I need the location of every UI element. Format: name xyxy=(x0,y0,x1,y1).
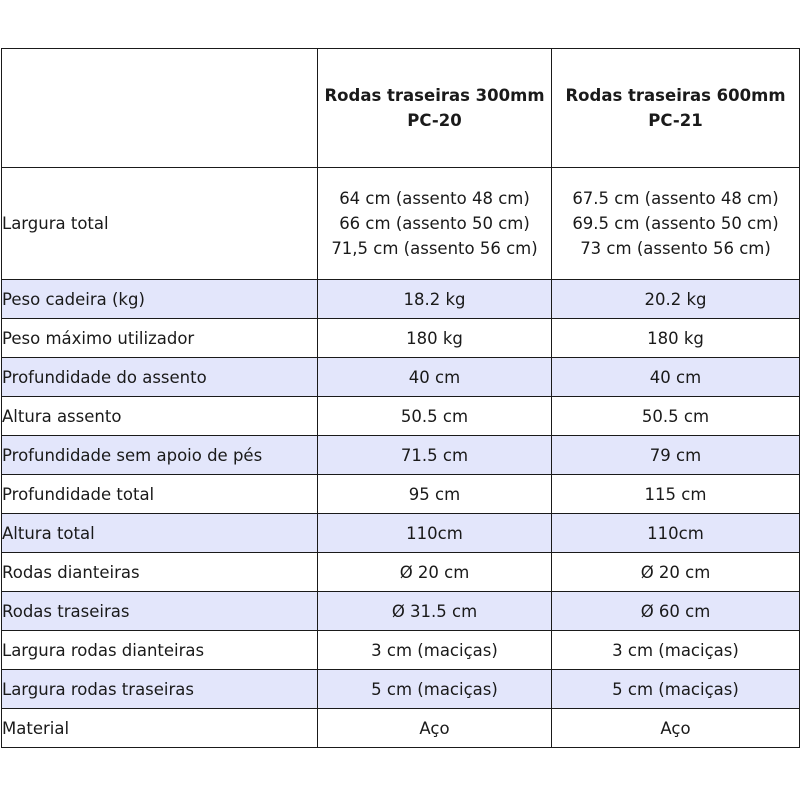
cell-pc21: 180 kg xyxy=(552,319,800,358)
table-row xyxy=(2,358,800,397)
row-label: Rodas traseiras xyxy=(2,592,318,631)
table-row xyxy=(2,709,800,748)
header-row xyxy=(2,49,800,168)
cell-pc20: 95 cm xyxy=(318,475,552,514)
cell-pc21: 20.2 kg xyxy=(552,280,800,319)
table-row xyxy=(2,319,800,358)
table-row xyxy=(2,514,800,553)
cell-pc20-line: 64 cm (assento 48 cm) xyxy=(339,189,530,208)
row-label: Rodas dianteiras xyxy=(2,553,318,592)
cell-pc21-line: 73 cm (assento 56 cm) xyxy=(580,239,771,258)
table-row xyxy=(2,397,800,436)
cell-pc21: 50.5 cm xyxy=(552,397,800,436)
row-label: Profundidade do assento xyxy=(2,358,318,397)
cell-pc21: Ø 60 cm xyxy=(552,592,800,631)
row-label: Largura total xyxy=(2,168,318,280)
header-pc20-model: PC-20 xyxy=(407,111,462,130)
cell-pc21: Aço xyxy=(552,709,800,748)
cell-pc20: 5 cm (maciças) xyxy=(318,670,552,709)
cell-pc21: 3 cm (maciças) xyxy=(552,631,800,670)
cell-pc21: 110cm xyxy=(552,514,800,553)
header-pc21 xyxy=(552,49,800,168)
cell-pc20: 71.5 cm xyxy=(318,436,552,475)
header-pc20 xyxy=(318,49,552,168)
row-label: Material xyxy=(2,709,318,748)
table-row xyxy=(2,631,800,670)
table-row xyxy=(2,436,800,475)
cell-pc20: 18.2 kg xyxy=(318,280,552,319)
cell-pc21 xyxy=(552,168,800,280)
cell-pc20: Ø 20 cm xyxy=(318,553,552,592)
row-label: Profundidade sem apoio de pés xyxy=(2,436,318,475)
row-label: Largura rodas dianteiras xyxy=(2,631,318,670)
cell-pc21-line: 69.5 cm (assento 50 cm) xyxy=(572,214,779,233)
table-row xyxy=(2,592,800,631)
cell-pc21: Ø 20 cm xyxy=(552,553,800,592)
cell-pc21: 79 cm xyxy=(552,436,800,475)
row-label: Largura rodas traseiras xyxy=(2,670,318,709)
row-label: Peso cadeira (kg) xyxy=(2,280,318,319)
table-row xyxy=(2,475,800,514)
spec-table xyxy=(1,48,800,748)
cell-pc20-line: 66 cm (assento 50 cm) xyxy=(339,214,530,233)
row-label: Profundidade total xyxy=(2,475,318,514)
cell-pc21-line: 67.5 cm (assento 48 cm) xyxy=(572,189,779,208)
cell-pc21: 40 cm xyxy=(552,358,800,397)
cell-pc20: 50.5 cm xyxy=(318,397,552,436)
header-corner-cell xyxy=(2,49,318,168)
cell-pc20: 3 cm (maciças) xyxy=(318,631,552,670)
header-pc21-title: Rodas traseiras 600mm xyxy=(565,86,786,105)
cell-pc20: Ø 31.5 cm xyxy=(318,592,552,631)
row-label: Peso máximo utilizador xyxy=(2,319,318,358)
cell-pc21: 5 cm (maciças) xyxy=(552,670,800,709)
cell-pc20: Aço xyxy=(318,709,552,748)
header-pc20-title: Rodas traseiras 300mm xyxy=(324,86,545,105)
cell-pc20: 40 cm xyxy=(318,358,552,397)
cell-pc21: 115 cm xyxy=(552,475,800,514)
header-pc21-model: PC-21 xyxy=(648,111,703,130)
cell-pc20: 180 kg xyxy=(318,319,552,358)
table-row xyxy=(2,670,800,709)
table-row xyxy=(2,553,800,592)
row-label: Altura assento xyxy=(2,397,318,436)
cell-pc20: 110cm xyxy=(318,514,552,553)
table-row xyxy=(2,280,800,319)
cell-pc20-line: 71,5 cm (assento 56 cm) xyxy=(331,239,538,258)
row-label: Altura total xyxy=(2,514,318,553)
cell-pc20 xyxy=(318,168,552,280)
table-row-largura-total xyxy=(2,168,800,280)
